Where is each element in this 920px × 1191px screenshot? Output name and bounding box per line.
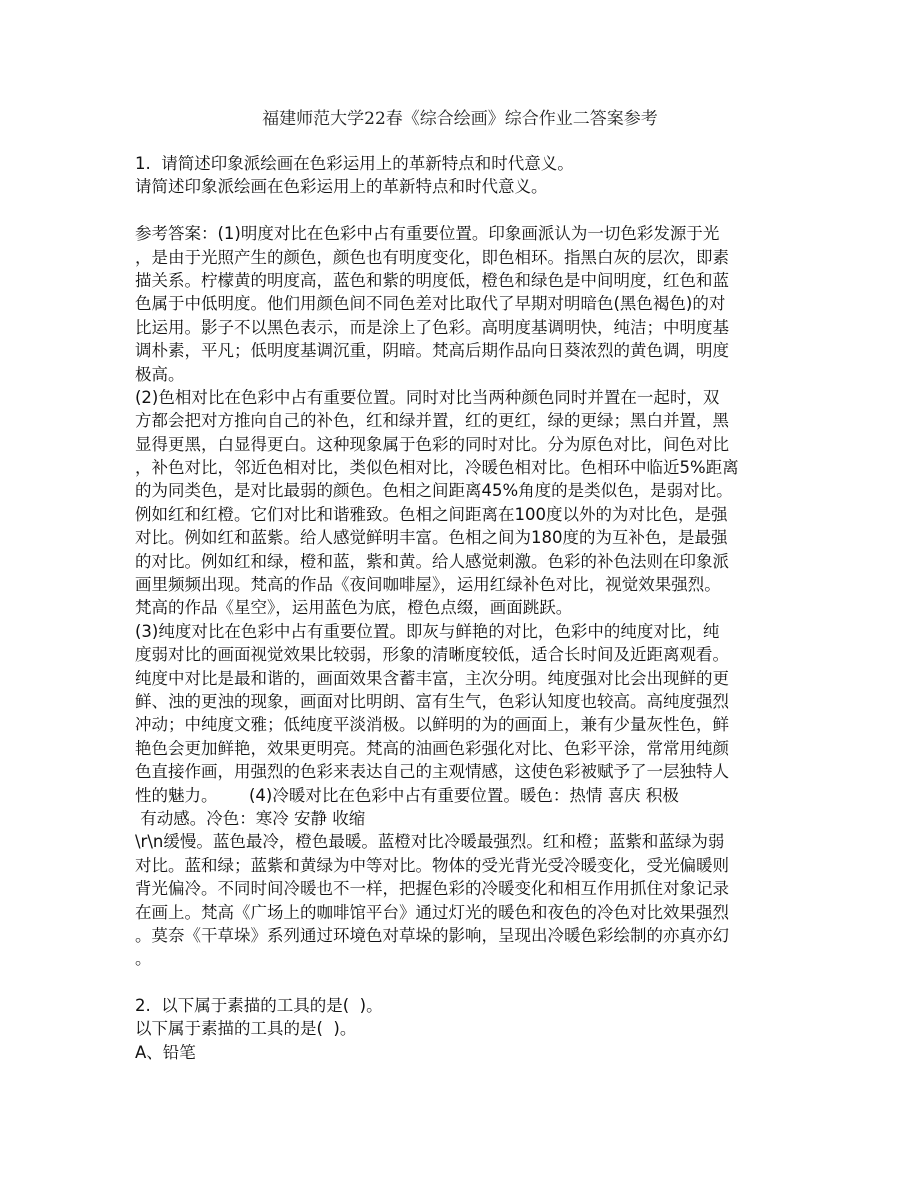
question-1-repeat: 请简述印象派绘画在色彩运用上的革新特点和时代意义。 <box>135 177 548 197</box>
answer-line: 极高。 <box>135 364 185 384</box>
answer-line: 纯度中对比是最和谐的，画面效果含蓄丰富，主次分明。纯度强对比会出现鲜的更 <box>135 668 729 688</box>
answer-line: 。莫奈《干草垛》系列通过环境色对草垛的影响，呈现出冷暖色彩绘制的亦真亦幻 <box>135 925 729 945</box>
answer-line: 对比。例如红和蓝紫。给人感觉鲜明丰富。色相之间为180度的为互补色，是最强 <box>135 528 728 548</box>
answer-line: ，补色对比，邻近色相对比，类似色相对比，冷暖色相对比。色相环中临近5%距离 <box>135 458 739 478</box>
answer-line: 艳色会更加鲜艳，效果更明亮。梵高的油画色彩强化对比、色彩平涂，常常用纯颜 <box>135 738 729 758</box>
answer-line: 有动感。冷色：寒冷 安静 收缩 <box>135 808 366 828</box>
answer-line: 比运用。影子不以黑色表示，而是涂上了色彩。高明度基调明快，纯洁；中明度基 <box>135 317 729 337</box>
answer-line: 的对比。例如红和绿，橙和蓝，紫和黄。给人感觉刺激。色彩的补色法则在印象派 <box>135 551 729 571</box>
answer-line: 性的魅力。 (4)冷暖对比在色彩中占有重要位置。暖色：热情 喜庆 积极 <box>135 785 679 805</box>
question-2-heading: 2. 以下属于素描的工具的是( )。 <box>135 996 383 1016</box>
answer-line: 在画上。梵高《广场上的咖啡馆平台》通过灯光的暖色和夜色的冷色对比效果强烈 <box>135 902 729 922</box>
question-2-option-a: A、铅笔 <box>135 1042 196 1062</box>
paragraph-gap <box>135 971 790 994</box>
answer-line: 色直接作画，用强烈的色彩来表达自己的主观情感，这使色彩被赋予了一层独特人 <box>135 762 729 782</box>
answer-line: 调朴素，平凡；低明度基调沉重，阴暗。梵高后期作品向日葵浓烈的黄色调，明度 <box>135 341 729 361</box>
paragraph-gap <box>135 199 790 222</box>
answer-line: 背光偏冷。不同时间冷暖也不一样，把握色彩的冷暖变化和相互作用抓住对象记录 <box>135 879 729 899</box>
answer-line: 。 <box>135 949 152 969</box>
answer-line: 显得更黑，白显得更白。这种现象属于色彩的同时对比。分为原色对比，间色对比 <box>135 434 729 454</box>
answer-line: 的为同类色，是对比最弱的颜色。色相之间距离45%角度的是类似色，是弱对比。 <box>135 481 733 501</box>
answer-line: (2)色相对比在色彩中占有重要位置。同时对比当两种颜色同时并置在一起时，双 <box>135 387 720 407</box>
answer-line: (3)纯度对比在色彩中占有重要位置。即灰与鲜艳的对比，色彩中的纯度对比，纯 <box>135 621 720 641</box>
answer-line: 参考答案：(1)明度对比在色彩中占有重要位置。印象画派认为一切色彩发源于光 <box>135 224 720 244</box>
question-2-repeat: 以下属于素描的工具的是( )。 <box>135 1019 357 1039</box>
answer-line: 描关系。柠檬黄的明度高，蓝色和紫的明度低，橙色和绿色是中间明度，红色和蓝 <box>135 270 729 290</box>
answer-line: 对比。蓝和绿；蓝紫和黄绿为中等对比。物体的受光背光受冷暖变化，受光偏暖则 <box>135 855 729 875</box>
answer-line: 方都会把对方推向自己的补色，红和绿并置，红的更红，绿的更绿；黑白并置，黑 <box>135 411 729 431</box>
answer-line: 色属于中低明度。他们用颜色间不同色差对比取代了早期对明暗色(黑色褐色)的对 <box>135 294 726 314</box>
answer-line: 梵高的作品《星空》，运用蓝色为底，橙色点缀，画面跳跃。 <box>135 598 573 618</box>
question-1-answer <box>135 222 790 971</box>
document-title: 福建师范大学22春《综合绘画》综合作业二答案参考 <box>262 109 658 129</box>
answer-line: 例如红和红橙。它们对比和谐雅致。色相之间距离在100度以外的为对比色，是强 <box>135 504 728 524</box>
answer-line: 度弱对比的画面视觉效果比较弱，形象的清晰度较低，适合长时间及近距离观看。 <box>135 645 729 665</box>
answer-line: \r\n缓慢。蓝色最冷，橙色最暖。蓝橙对比冷暖最强烈。红和橙；蓝紫和蓝绿为弱 <box>135 832 725 852</box>
answer-line: 画里频频出现。梵高的作品《夜间咖啡屋》，运用红绿补色对比，视觉效果强烈。 <box>135 575 721 595</box>
answer-line: ，是由于光照产生的颜色，颜色也有明度变化，即色相环。指黑白灰的层次，即素 <box>135 247 729 267</box>
answer-line: 鲜、浊的更浊的现象，画面对比明朗、富有生气，色彩认知度也较高。高纯度强烈 <box>135 691 729 711</box>
document-body <box>135 152 790 1064</box>
question-1-heading: 1. 请简述印象派绘画在色彩运用上的革新特点和时代意义。 <box>135 154 574 173</box>
answer-line: 冲动；中纯度文雅；低纯度平淡消极。以鲜明的为的画面上，兼有少量灰性色，鲜 <box>135 715 729 735</box>
